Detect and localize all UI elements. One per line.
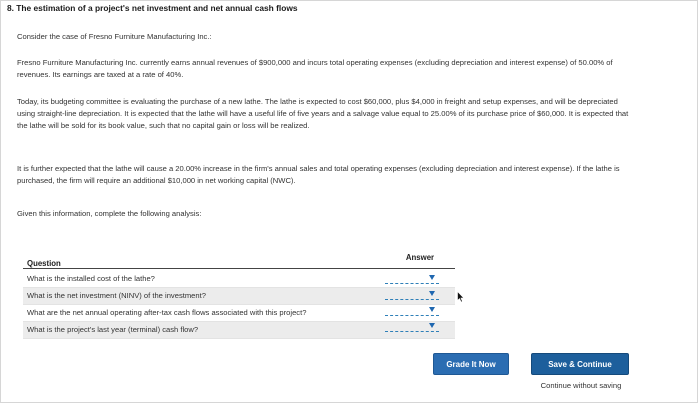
- save-and-continue-button[interactable]: Save & Continue: [531, 353, 629, 375]
- dropdown-underline: [385, 283, 439, 284]
- chevron-down-icon: [429, 307, 435, 312]
- net-investment-dropdown[interactable]: [385, 287, 439, 303]
- lathe-paragraph: Today, its budgeting committee is evaluating the purchase of a new lathe. The lathe is expected to cost $60,000, plus $4,000 in freight and setup expenses, and will be depreciated using straight-line depreciation. It is expected that the lathe will have a useful life of five years and a salvage value equal to 25.00% of its purchase price of $60,000. It is expected that the lathe will be sold for its book value, such that no capital gain or loss will be realized.: [17, 97, 629, 130]
- question-title: 8. The estimation of a project's net investment and net annual cash flows: [7, 3, 298, 13]
- chevron-down-icon: [429, 323, 435, 328]
- answer-column-header: Answer: [405, 253, 435, 262]
- dropdown-underline: [385, 315, 439, 316]
- dropdown-underline: [385, 299, 439, 300]
- question-text: What is the net investment (NINV) of the investment?: [27, 291, 206, 300]
- question-text: What is the project's last year (terminal) cash flow?: [27, 325, 199, 334]
- chevron-down-icon: [429, 275, 435, 280]
- annual-cash-flow-dropdown[interactable]: [385, 303, 439, 319]
- question-text: What are the net annual operating after-tax cash flows associated with this project?: [27, 308, 307, 317]
- mouse-pointer-icon: [457, 291, 465, 303]
- intro-paragraph: Consider the case of Fresno Furniture Manufacturing Inc.:: [17, 32, 212, 41]
- terminal-cash-flow-dropdown[interactable]: [385, 319, 439, 335]
- dropdown-underline: [385, 331, 439, 332]
- sales-increase-paragraph: It is further expected that the lathe will cause a 20.00% increase in the firm's annual sales and total operating expenses (excluding depreciation and interest expense). If the lathe is purchased, the firm will require an additional $10,000 in net working capital (NWC).: [17, 164, 620, 185]
- question-column-header: Question: [23, 259, 455, 269]
- installed-cost-dropdown[interactable]: [385, 271, 439, 287]
- instruction-paragraph: Given this information, complete the following analysis:: [17, 209, 202, 218]
- grade-it-now-button[interactable]: Grade It Now: [433, 353, 509, 375]
- question-text: What is the installed cost of the lathe?: [27, 274, 155, 283]
- answer-dropdowns: [385, 271, 445, 335]
- chevron-down-icon: [429, 291, 435, 296]
- revenue-paragraph: Fresno Furniture Manufacturing Inc. currently earns annual revenues of $900,000 and incurs total operating expenses (excluding depreciation and interest expense) of 50.00% of revenues. Its earnings are taxed at a rate of 40%.: [17, 58, 613, 79]
- continue-without-saving-link[interactable]: Continue without saving: [540, 381, 622, 390]
